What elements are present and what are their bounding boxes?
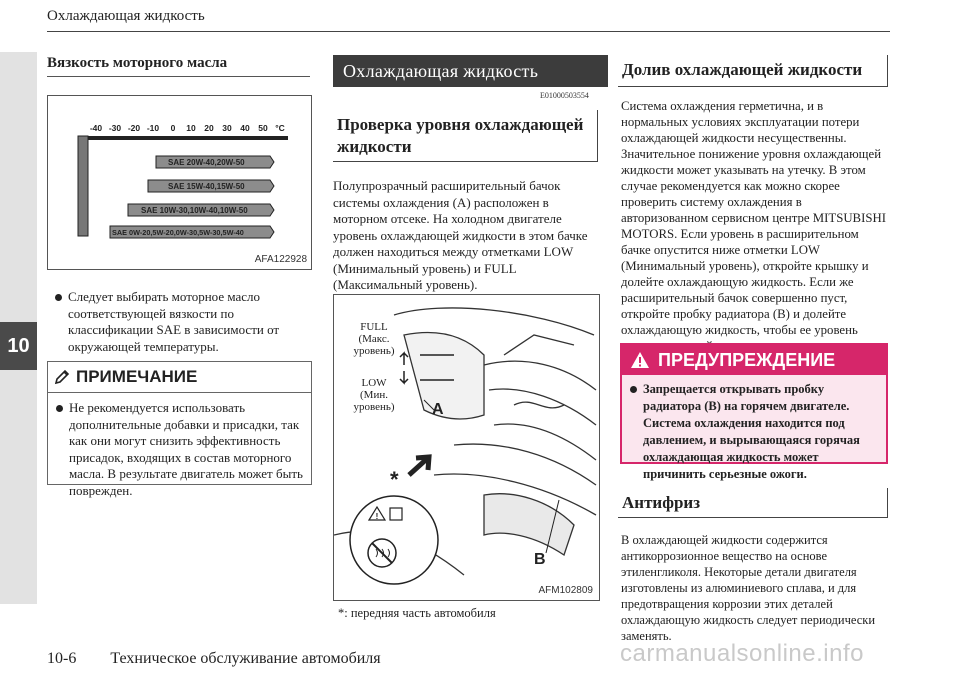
temp-tick: 10 (186, 123, 196, 133)
pencil-icon (54, 369, 70, 385)
thermometer-stem (78, 136, 88, 236)
engine-line (494, 424, 596, 460)
coolant-reservoir-figure (333, 294, 600, 601)
warning-bullet (630, 381, 882, 483)
low-arrow-icon (400, 371, 408, 383)
viscosity-bar-label: SAE 15W-40,15W-50 (168, 182, 245, 191)
warning-title: ПРЕДУПРЕЖДЕНИЕ (658, 349, 836, 370)
radiator-area (484, 494, 574, 555)
section-title-oil-viscosity: Вязкость моторного масла (47, 55, 228, 71)
note-text: Не рекомендуется использовать дополнительные добавки и присадки, так как они могут снизить эффективность присадок, входящих в состав моторного масла. В результате двигатель может быть поврежден. (69, 400, 303, 498)
subsection-title-check-level: Проверка уровня охлаждающей жидкости (333, 110, 598, 162)
footer-section-title: Техническое обслуживание автомобиля (110, 650, 381, 667)
hose-line (504, 335, 574, 355)
temp-tick: 20 (204, 123, 214, 133)
front-direction-arrow-icon (409, 457, 429, 475)
figure-footnote: *: передняя часть автомобиля (338, 606, 496, 620)
watermark: carmanualsonline.info (620, 640, 864, 667)
viscosity-bar-label: SAE 10W-30,10W-40,10W-50 (141, 206, 248, 215)
top-up-paragraph: Система охлаждения герметична, и в нормальных условиях эксплуатации потери охлаждающей жидкости несущественны. Значительное понижение уровня охлаждающей жидкости может указывать на утечку. В этом случае рекомендуется как можно скорее проверить систему охлаждения в авторизованном сервисном центре MITSUBISHI MOTORS. Если уровень в расширительном бачке опустится ниже отметки LOW (Минимальный уровень), откройте крышку и долейте охлаждающую жидкость. Если же расширительный бачок совершенно пуст, откройте пробку радиатора (B) и долейте охлаждающую жидкость, чтобы ее уровень (621, 99, 886, 337)
warning-box (620, 343, 888, 481)
temp-tick: 40 (240, 123, 250, 133)
note-box (47, 361, 312, 498)
hood-edge-line (394, 308, 594, 335)
asterisk-mark: * (390, 467, 399, 492)
temp-tick: 30 (222, 123, 232, 133)
bullet-dot (630, 386, 637, 393)
viscosity-bar-label: SAE 20W-40,20W-50 (168, 158, 245, 167)
note-title: ПРИМЕЧАНИЕ (76, 367, 198, 386)
temp-tick: 50 (258, 123, 268, 133)
running-title: Охлаждающая жидкость (47, 8, 205, 24)
figure-code: AFM102809 (538, 585, 593, 596)
temp-tick: °C (275, 123, 285, 133)
section-title-top-up: Долив охлаждающей жидкости (618, 55, 888, 87)
oil-viscosity-figure (47, 95, 312, 270)
oil-bullet (55, 289, 310, 355)
check-level-paragraph: Полупрозрачный расширительный бачок системы охлаждения (A) расположен в моторном отсеке. На холодном двигателе уровень охлаждающей жидкости в этом бачке должен находиться между отметками LOW (Минимальный уровень) и FULL (Максимальный уровень). (333, 178, 588, 292)
warning-text: Запрещается открывать пробку радиатора (B) на горячем двигателе. Система охлаждения находится под давлением, и вырывающаяся горячая охлаждающая жидкость может причинить серьезные ожоги. (643, 382, 860, 481)
section-bar-coolant: Охлаждающая жидкость (333, 55, 608, 87)
page-footer (47, 650, 381, 668)
warning-header (622, 345, 886, 375)
viscosity-chart (48, 96, 311, 269)
antifreeze-paragraph: В охлаждающей жидкости содержится антикоррозионное вещество на основе этиленгликоля. Некоторые детали двигателя изготовлены из алюминиевого сплава, и для предотвращения коррозии этих деталей охлаждающую жидкость следует периодически заменять. (621, 533, 876, 643)
viscosity-bar-label: SAE 0W-20,5W-20,0W-30,5W-30,5W-40 (112, 228, 244, 237)
svg-text:!: ! (375, 512, 379, 521)
engine-line (489, 389, 596, 425)
page-number: 10-6 (47, 650, 77, 667)
manual-book-icon (390, 508, 402, 520)
header-rule (47, 31, 890, 32)
low-label: LOW (Мин. уровень) (353, 377, 395, 413)
callout-a: A (432, 401, 444, 418)
note-header (48, 362, 311, 393)
temp-tick: -40 (89, 123, 103, 133)
section-rule (47, 76, 310, 77)
engine-line (484, 361, 596, 390)
temp-tick: -10 (146, 123, 160, 133)
section-title-antifreeze: Антифриз (618, 488, 888, 518)
warning-triangle-icon (630, 351, 650, 369)
bullet-dot (56, 405, 63, 412)
temperature-scale (88, 136, 288, 140)
figure-code: AFA122928 (254, 254, 307, 265)
temp-tick: 0 (170, 123, 176, 133)
temp-tick: -30 (108, 123, 122, 133)
hose-line (514, 402, 564, 408)
callout-b: B (534, 551, 546, 568)
oil-bullet-text: Следует выбирать моторное масло соответствующей вязкости по классификации SAE в зависимости от окружающей температуры. (68, 289, 280, 354)
temp-tick: -20 (127, 123, 141, 133)
full-label: FULL (Макс. уровень) (353, 321, 395, 357)
full-arrow-icon (400, 353, 408, 365)
engine-line (454, 444, 596, 485)
document-code: E01000503554 (540, 91, 589, 100)
note-bullet (56, 400, 306, 499)
bullet-dot (55, 294, 62, 301)
reservoir-tank (404, 333, 484, 420)
chapter-tab: 10 (0, 322, 37, 370)
